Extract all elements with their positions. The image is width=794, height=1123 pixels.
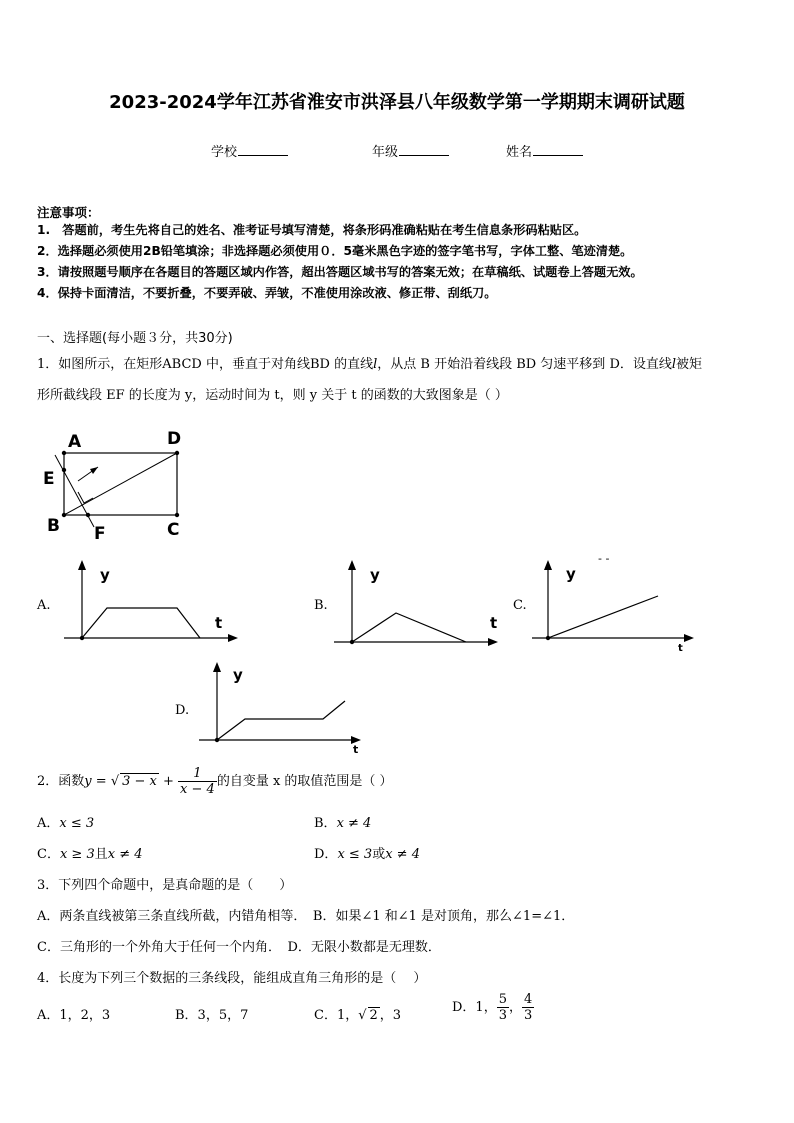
q1-option-c-label[interactable]: C. [513,598,527,613]
q4-option-c-pre: C．1， [314,1008,359,1023]
y-arrow-icon [213,662,221,672]
grade-label: 年级 [372,145,399,160]
y-arrow-icon [348,560,356,570]
q2-option-d-mid: 或 [372,847,386,862]
q2-option-d-text-b: x ≠ 4 [385,847,420,862]
q2-var-y: y [84,774,92,789]
name-blank[interactable] [533,143,583,156]
y-label: y [370,566,380,584]
q4-frac1-num: 5 [498,992,507,1007]
point-a [62,451,66,455]
diagonal-bd [64,453,177,515]
q2-sqrt-body: 3 − x [122,774,157,789]
point-b [62,513,66,517]
t-arrow-icon [488,638,498,646]
grade-field[interactable] [372,141,449,160]
name-field[interactable] [506,141,583,160]
q2-equals: = [91,774,111,789]
label-a: A [68,432,82,452]
y-label: y [566,565,576,583]
q1-line2: 形所截线段 EF 的长度为 y，运动时间为 t，则 y 关于 t 的函数的大致图象是（ ） [37,388,508,403]
origin-dot [350,640,354,644]
q2-frac-den: x − 4 [180,782,215,797]
label-d: D [167,429,182,449]
y-arrow-icon [78,560,86,570]
graph-line [217,701,345,740]
graph-line [352,613,466,642]
point-e [62,468,66,472]
q4-frac2-num: 4 [524,992,533,1007]
q4-option-d-frac-1 [497,992,509,1023]
section-heading: 一、选择题(每小题３分，共30分) [37,331,233,346]
q1-option-a-label[interactable]: A. [37,598,51,613]
grade-blank[interactable] [399,143,449,156]
q2-option-c-text-b: x ≠ 4 [107,847,143,862]
q4-option-c-post: ，3 [379,1008,402,1023]
q2-option-d[interactable] [314,843,420,862]
q4-frac2-den: 3 [524,1008,533,1023]
q1-option-b-label[interactable]: B. [314,598,328,613]
label-c: C [167,520,180,540]
q1-option-b-graph[interactable] [330,558,510,648]
graph-line [82,608,200,638]
name-label: 姓名 [506,145,533,160]
y-label: y [233,666,243,684]
label-f: F [94,524,106,544]
q1-option-d-graph[interactable] [195,660,370,755]
q2-prefix: 2．函数 [37,774,85,789]
q2-option-d-label: D． [314,847,338,862]
q4-option-d-frac-2 [522,992,534,1023]
q4-option-a[interactable]: A．1，2，3 [37,1008,111,1023]
t-arrow-icon [684,634,694,642]
q2-option-c-label: C． [37,847,60,862]
graph-line [548,596,658,638]
school-field[interactable] [211,141,288,160]
q4-frac1-den: 3 [498,1008,507,1023]
q1-option-a-graph[interactable] [60,558,240,648]
school-blank[interactable] [238,143,288,156]
q3-options-cd[interactable]: C．三角形的一个外角大于任何一个内角． D．无限小数都是无理数． [37,940,441,955]
q4-option-b[interactable]: B．3，5，7 [175,1008,249,1023]
point-f [86,513,90,517]
point-d [175,451,179,455]
notice-heading: 注意事项： [37,205,100,220]
q2-option-b-label: B． [314,816,337,831]
q2-suffix: 的自变量 x 的取值范围是（ ） [216,774,393,789]
q4-sqrt-icon: √ [358,1008,367,1023]
t-arrow-icon [228,634,238,642]
q2-option-c[interactable] [37,843,143,862]
q2-option-c-mid: 且 [94,847,108,862]
q2-fraction [178,766,217,797]
label-e: E [43,469,55,489]
t-label: t [353,743,359,755]
q2-option-a-label: A． [37,816,60,831]
q4-option-d[interactable] [452,992,534,1023]
notice-item-3: 3．请按照题号顺序在各题目的答题区域内作答，超出答题区域书写的答案无效；在草稿纸、试题卷上答题无效。 [37,265,643,279]
q4-option-c-sqrt: 2 [369,1008,378,1023]
q1-rectangle-figure [36,426,216,546]
q2-option-b-text: x ≠ 4 [336,816,372,831]
q3-options-ab[interactable]: A．两条直线被第三条直线所截，内错角相等． B．如果∠1 和∠1 是对顶角，那么∠1=∠1． [37,909,575,924]
q1-text-a: 1．如图所示，在矩形ABCD 中，垂直于对角线BD 的直线 [37,357,374,372]
q2-option-a[interactable] [37,812,94,831]
q2-option-c-text-a: x ≥ 3 [59,847,95,862]
origin-dot [546,636,550,640]
q1-text-b: ，从点 B 开始沿着线段 BD 匀速平移到 D．设直线 [377,357,672,372]
origin-dot [215,738,219,742]
notice-item-2: 2．选择题必须使用2B铅笔填涂；非选择题必须使用０．5毫米黑色字迹的签字笔书写，字体工整、笔迹清楚。 [37,244,633,258]
q1-option-c-graph[interactable] [528,552,703,652]
arrow-head-icon [90,467,98,474]
q4-option-d-pre: D．1， [452,1000,497,1015]
q2-stem [37,766,393,797]
notice-item-1: 1. 答题前，考生先将自己的姓名、准考证号填写清楚，将条形码准确粘贴在考生信息条形码粘贴区。 [37,223,587,237]
point-c [175,513,179,517]
school-label: 学校 [211,145,238,160]
t-label: t [678,643,683,652]
q3-stem: 3．下列四个命题中，是真命题的是（ ） [37,878,293,893]
page-title: 2023-2024学年江苏省淮安市洪泽县八年级数学第一学期期末调研试题 [109,92,685,113]
q4-option-c[interactable] [314,1004,401,1023]
stray-mark: - - [598,552,610,565]
q2-frac-num: 1 [178,766,217,782]
notice-list [37,220,643,304]
notice-item-4: 4．保持卡面清洁，不要折叠，不要弄破、弄皱，不准使用涂改液、修正带、刮纸刀。 [37,286,497,300]
q2-sqrt-icon: √ [110,774,120,789]
t-label: t [215,614,223,632]
y-label: y [100,566,110,584]
q1-text-c: 被矩 [676,357,703,372]
q1-var-l: l [373,357,378,372]
q1-option-d-label[interactable]: D. [175,703,190,718]
y-arrow-icon [544,560,552,570]
label-b: B [47,516,60,536]
q4-option-d-sep: ， [508,1000,522,1015]
t-label: t [490,614,498,632]
q2-option-a-text: x ≤ 3 [59,816,95,831]
q2-option-d-text-a: x ≤ 3 [337,847,373,862]
q2-option-b[interactable] [314,812,371,831]
q4-stem: 4．长度为下列三个数据的三条线段，能组成直角三角形的是（ ） [37,971,427,986]
q1-var-l-2: l [671,357,677,372]
q1-line1 [37,353,702,372]
origin-dot [80,636,84,640]
q2-plus: + [158,774,179,789]
